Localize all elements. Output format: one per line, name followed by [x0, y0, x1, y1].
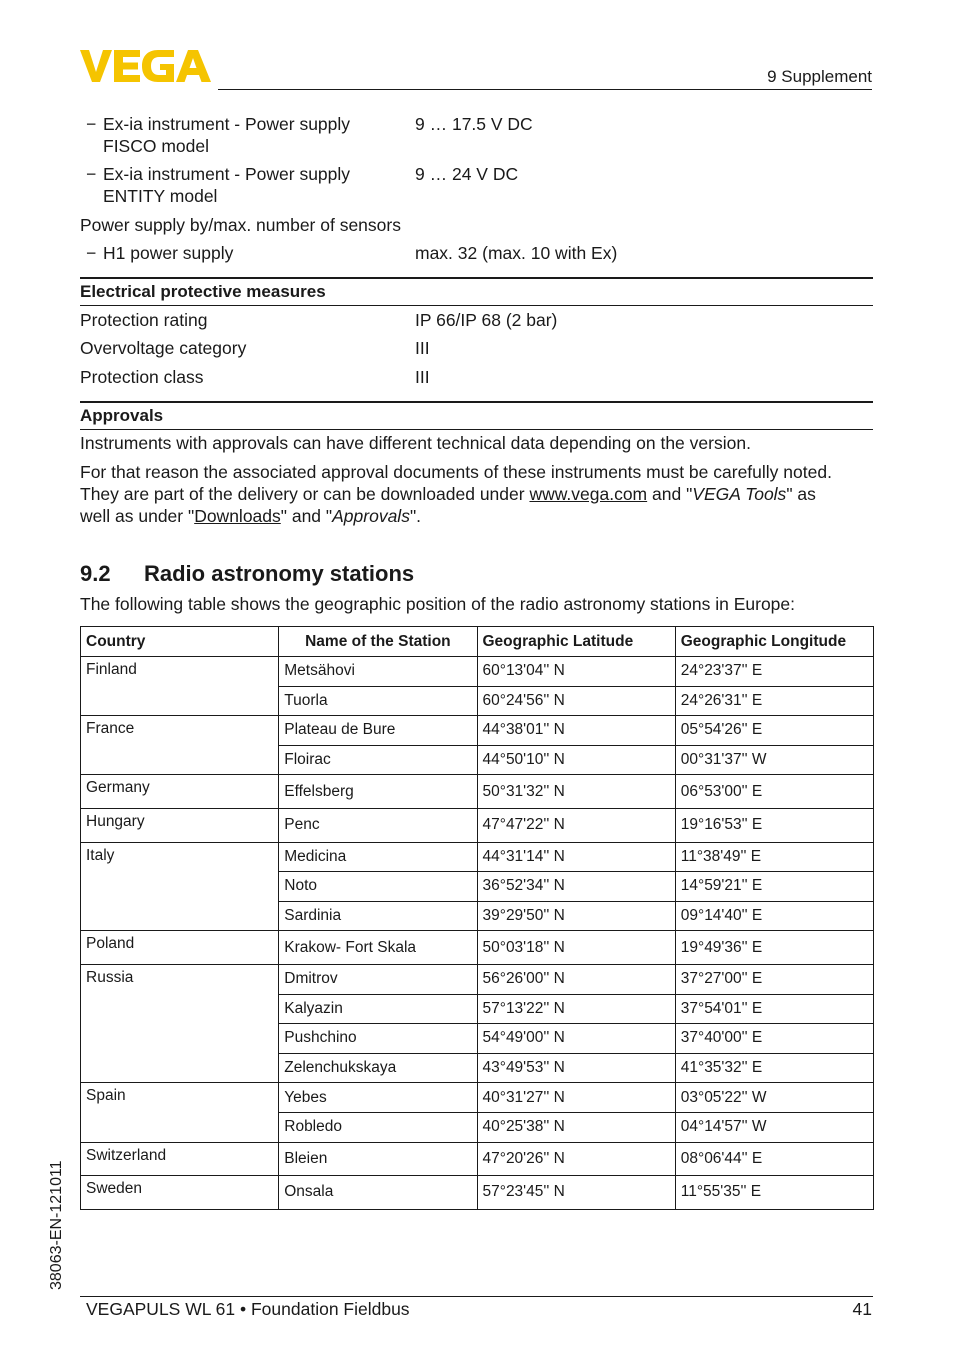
- spec-dash: −: [86, 114, 97, 134]
- text-fragment: ".: [409, 506, 422, 526]
- text-fragment: " and ": [280, 506, 333, 526]
- station-name-cell: Medicina: [279, 842, 477, 872]
- country-cell: Russia: [81, 964, 279, 1082]
- approvals-heading: Approvals: [80, 406, 164, 425]
- country-cell: Italy: [81, 842, 279, 931]
- longitude-cell: 24°23'37'' E: [675, 657, 873, 687]
- country-cell: Spain: [81, 1083, 279, 1142]
- header-rule: [218, 89, 872, 90]
- station-name-cell: Kalyazin: [279, 994, 477, 1024]
- latitude-cell: 43°49'53'' N: [477, 1053, 675, 1083]
- section-intro: The following table shows the geographic position of the radio astronomy stations in Europe:: [80, 594, 796, 614]
- longitude-cell: 03°05'22'' W: [675, 1083, 873, 1113]
- station-name-cell: Dmitrov: [279, 964, 477, 994]
- section-rule: [80, 429, 873, 430]
- longitude-cell: 37°54'01'' E: [675, 994, 873, 1024]
- station-name-cell: Tuorla: [279, 686, 477, 716]
- longitude-cell: 19°16'53'' E: [675, 808, 873, 842]
- spec-label-line: Ex-ia instrument - Power supply: [103, 114, 351, 134]
- electrical-label: Protection rating: [80, 310, 208, 330]
- electrical-label: Overvoltage category: [80, 338, 247, 358]
- latitude-cell: 56°26'00'' N: [477, 964, 675, 994]
- electrical-value: III: [415, 338, 430, 358]
- table-row: [81, 716, 874, 746]
- h1-label: H1 power supply: [103, 243, 234, 263]
- downloads-link[interactable]: Downloads: [194, 506, 281, 526]
- country-cell: Switzerland: [81, 1142, 279, 1176]
- latitude-cell: 60°24'56'' N: [477, 686, 675, 716]
- country-cell: Poland: [81, 931, 279, 965]
- section-rule: [80, 401, 873, 403]
- station-name-cell: Krakow- Fort Skala: [279, 931, 477, 965]
- country-cell: France: [81, 716, 279, 775]
- latitude-cell: 40°31'27'' N: [477, 1083, 675, 1113]
- table-header-row: [81, 627, 874, 657]
- table-row: [81, 657, 874, 687]
- station-name-cell: Bleien: [279, 1142, 477, 1176]
- station-name-cell: Sardinia: [279, 901, 477, 931]
- latitude-cell: 57°23'45'' N: [477, 1176, 675, 1210]
- longitude-cell: 11°38'49'' E: [675, 842, 873, 872]
- longitude-cell: 00°31'37'' W: [675, 745, 873, 775]
- table-row: [81, 808, 874, 842]
- electrical-heading: Electrical protective measures: [80, 282, 326, 301]
- longitude-cell: 14°59'21'' E: [675, 872, 873, 902]
- document-code: 38063-EN-121011: [48, 1160, 65, 1290]
- station-name-cell: Yebes: [279, 1083, 477, 1113]
- table-row: [81, 842, 874, 872]
- approvals-paragraph-1: Instruments with approvals can have different technical data depending on the version.: [80, 433, 751, 453]
- country-cell: Sweden: [81, 1176, 279, 1210]
- approvals-line: [80, 505, 870, 527]
- latitude-cell: 60°13'04'' N: [477, 657, 675, 687]
- vega-tools-text: VEGA Tools: [692, 484, 787, 504]
- latitude-cell: 44°38'01'' N: [477, 716, 675, 746]
- header-section-label: 9 Supplement: [767, 67, 872, 86]
- section-number: 9.2: [80, 561, 111, 586]
- longitude-cell: 09°14'40'' E: [675, 901, 873, 931]
- electrical-value: IP 66/IP 68 (2 bar): [415, 310, 558, 330]
- longitude-cell: 04°14'57'' W: [675, 1112, 873, 1142]
- spec-label-line: FISCO model: [103, 136, 209, 156]
- table-row: [81, 775, 874, 809]
- section-rule: [80, 277, 873, 279]
- station-name-cell: Plateau de Bure: [279, 716, 477, 746]
- column-header: Geographic Latitude: [477, 627, 675, 657]
- longitude-cell: 06°53'00'' E: [675, 775, 873, 809]
- longitude-cell: 11°55'35'' E: [675, 1176, 873, 1210]
- electrical-label: Protection class: [80, 367, 204, 387]
- longitude-cell: 41°35'32'' E: [675, 1053, 873, 1083]
- country-cell: Hungary: [81, 808, 279, 842]
- station-name-cell: Onsala: [279, 1176, 477, 1210]
- spec-value: 9 … 17.5 V DC: [415, 114, 533, 134]
- longitude-cell: 08°06'44'' E: [675, 1142, 873, 1176]
- latitude-cell: 57°13'22'' N: [477, 994, 675, 1024]
- longitude-cell: 37°27'00'' E: [675, 964, 873, 994]
- table-row: [81, 1083, 874, 1113]
- power-supply-heading: Power supply by/max. number of sensors: [80, 215, 401, 235]
- approvals-paragraph-2: [80, 461, 870, 527]
- station-name-cell: Pushchino: [279, 1024, 477, 1054]
- latitude-cell: 44°50'10'' N: [477, 745, 675, 775]
- column-header: Name of the Station: [279, 627, 477, 657]
- text-fragment: and ": [647, 484, 693, 504]
- approvals-line: For that reason the associated approval documents of these instruments must be carefully noted.: [80, 462, 832, 482]
- country-cell: Finland: [81, 657, 279, 716]
- station-name-cell: Penc: [279, 808, 477, 842]
- table-row: [81, 964, 874, 994]
- table-row: [81, 931, 874, 965]
- stations-table: [80, 626, 874, 1210]
- longitude-cell: 19°49'36'' E: [675, 931, 873, 965]
- station-name-cell: Noto: [279, 872, 477, 902]
- latitude-cell: 36°52'34'' N: [477, 872, 675, 902]
- page-number: 41: [852, 1299, 872, 1319]
- table-row: [81, 1176, 874, 1210]
- approvals-italic-text: Approvals: [332, 506, 410, 526]
- h1-value: max. 32 (max. 10 with Ex): [415, 243, 618, 263]
- www-vega-link[interactable]: www.vega.com: [529, 484, 648, 504]
- text-fragment: They are part of the delivery or can be downloaded under: [80, 484, 530, 504]
- column-header: Country: [81, 627, 279, 657]
- latitude-cell: 40°25'38'' N: [477, 1112, 675, 1142]
- latitude-cell: 47°20'26'' N: [477, 1142, 675, 1176]
- station-name-cell: Metsähovi: [279, 657, 477, 687]
- electrical-value: III: [415, 367, 430, 387]
- latitude-cell: 50°03'18'' N: [477, 931, 675, 965]
- longitude-cell: 24°26'31'' E: [675, 686, 873, 716]
- text-fragment: well as under ": [80, 506, 195, 526]
- latitude-cell: 47°47'22'' N: [477, 808, 675, 842]
- column-header: Geographic Longitude: [675, 627, 873, 657]
- text-fragment: " as: [786, 484, 816, 504]
- latitude-cell: 54°49'00'' N: [477, 1024, 675, 1054]
- country-cell: Germany: [81, 775, 279, 809]
- spec-label: [103, 163, 350, 207]
- station-name-cell: Robledo: [279, 1112, 477, 1142]
- stations-table-body: [81, 657, 874, 1210]
- section-rule: [80, 305, 873, 306]
- spec-dash: −: [86, 243, 97, 263]
- latitude-cell: 39°29'50'' N: [477, 901, 675, 931]
- longitude-cell: 37°40'00'' E: [675, 1024, 873, 1054]
- spec-label: [103, 113, 350, 157]
- station-name-cell: Effelsberg: [279, 775, 477, 809]
- spec-value: 9 … 24 V DC: [415, 164, 519, 184]
- spec-label-line: ENTITY model: [103, 186, 218, 206]
- footer-rule: [80, 1296, 873, 1297]
- station-name-cell: Zelenchukskaya: [279, 1053, 477, 1083]
- station-name-cell: Floirac: [279, 745, 477, 775]
- footer-title: VEGAPULS WL 61 • Foundation Fieldbus: [86, 1299, 410, 1319]
- longitude-cell: 05°54'26'' E: [675, 716, 873, 746]
- latitude-cell: 44°31'14'' N: [477, 842, 675, 872]
- section-heading: [80, 561, 414, 587]
- spec-label-line: Ex-ia instrument - Power supply: [103, 164, 351, 184]
- section-title: Radio astronomy stations: [144, 561, 415, 586]
- latitude-cell: 50°31'32'' N: [477, 775, 675, 809]
- table-row: [81, 1142, 874, 1176]
- vega-logo: [80, 50, 212, 84]
- spec-dash: −: [86, 164, 97, 184]
- approvals-line: [80, 483, 870, 505]
